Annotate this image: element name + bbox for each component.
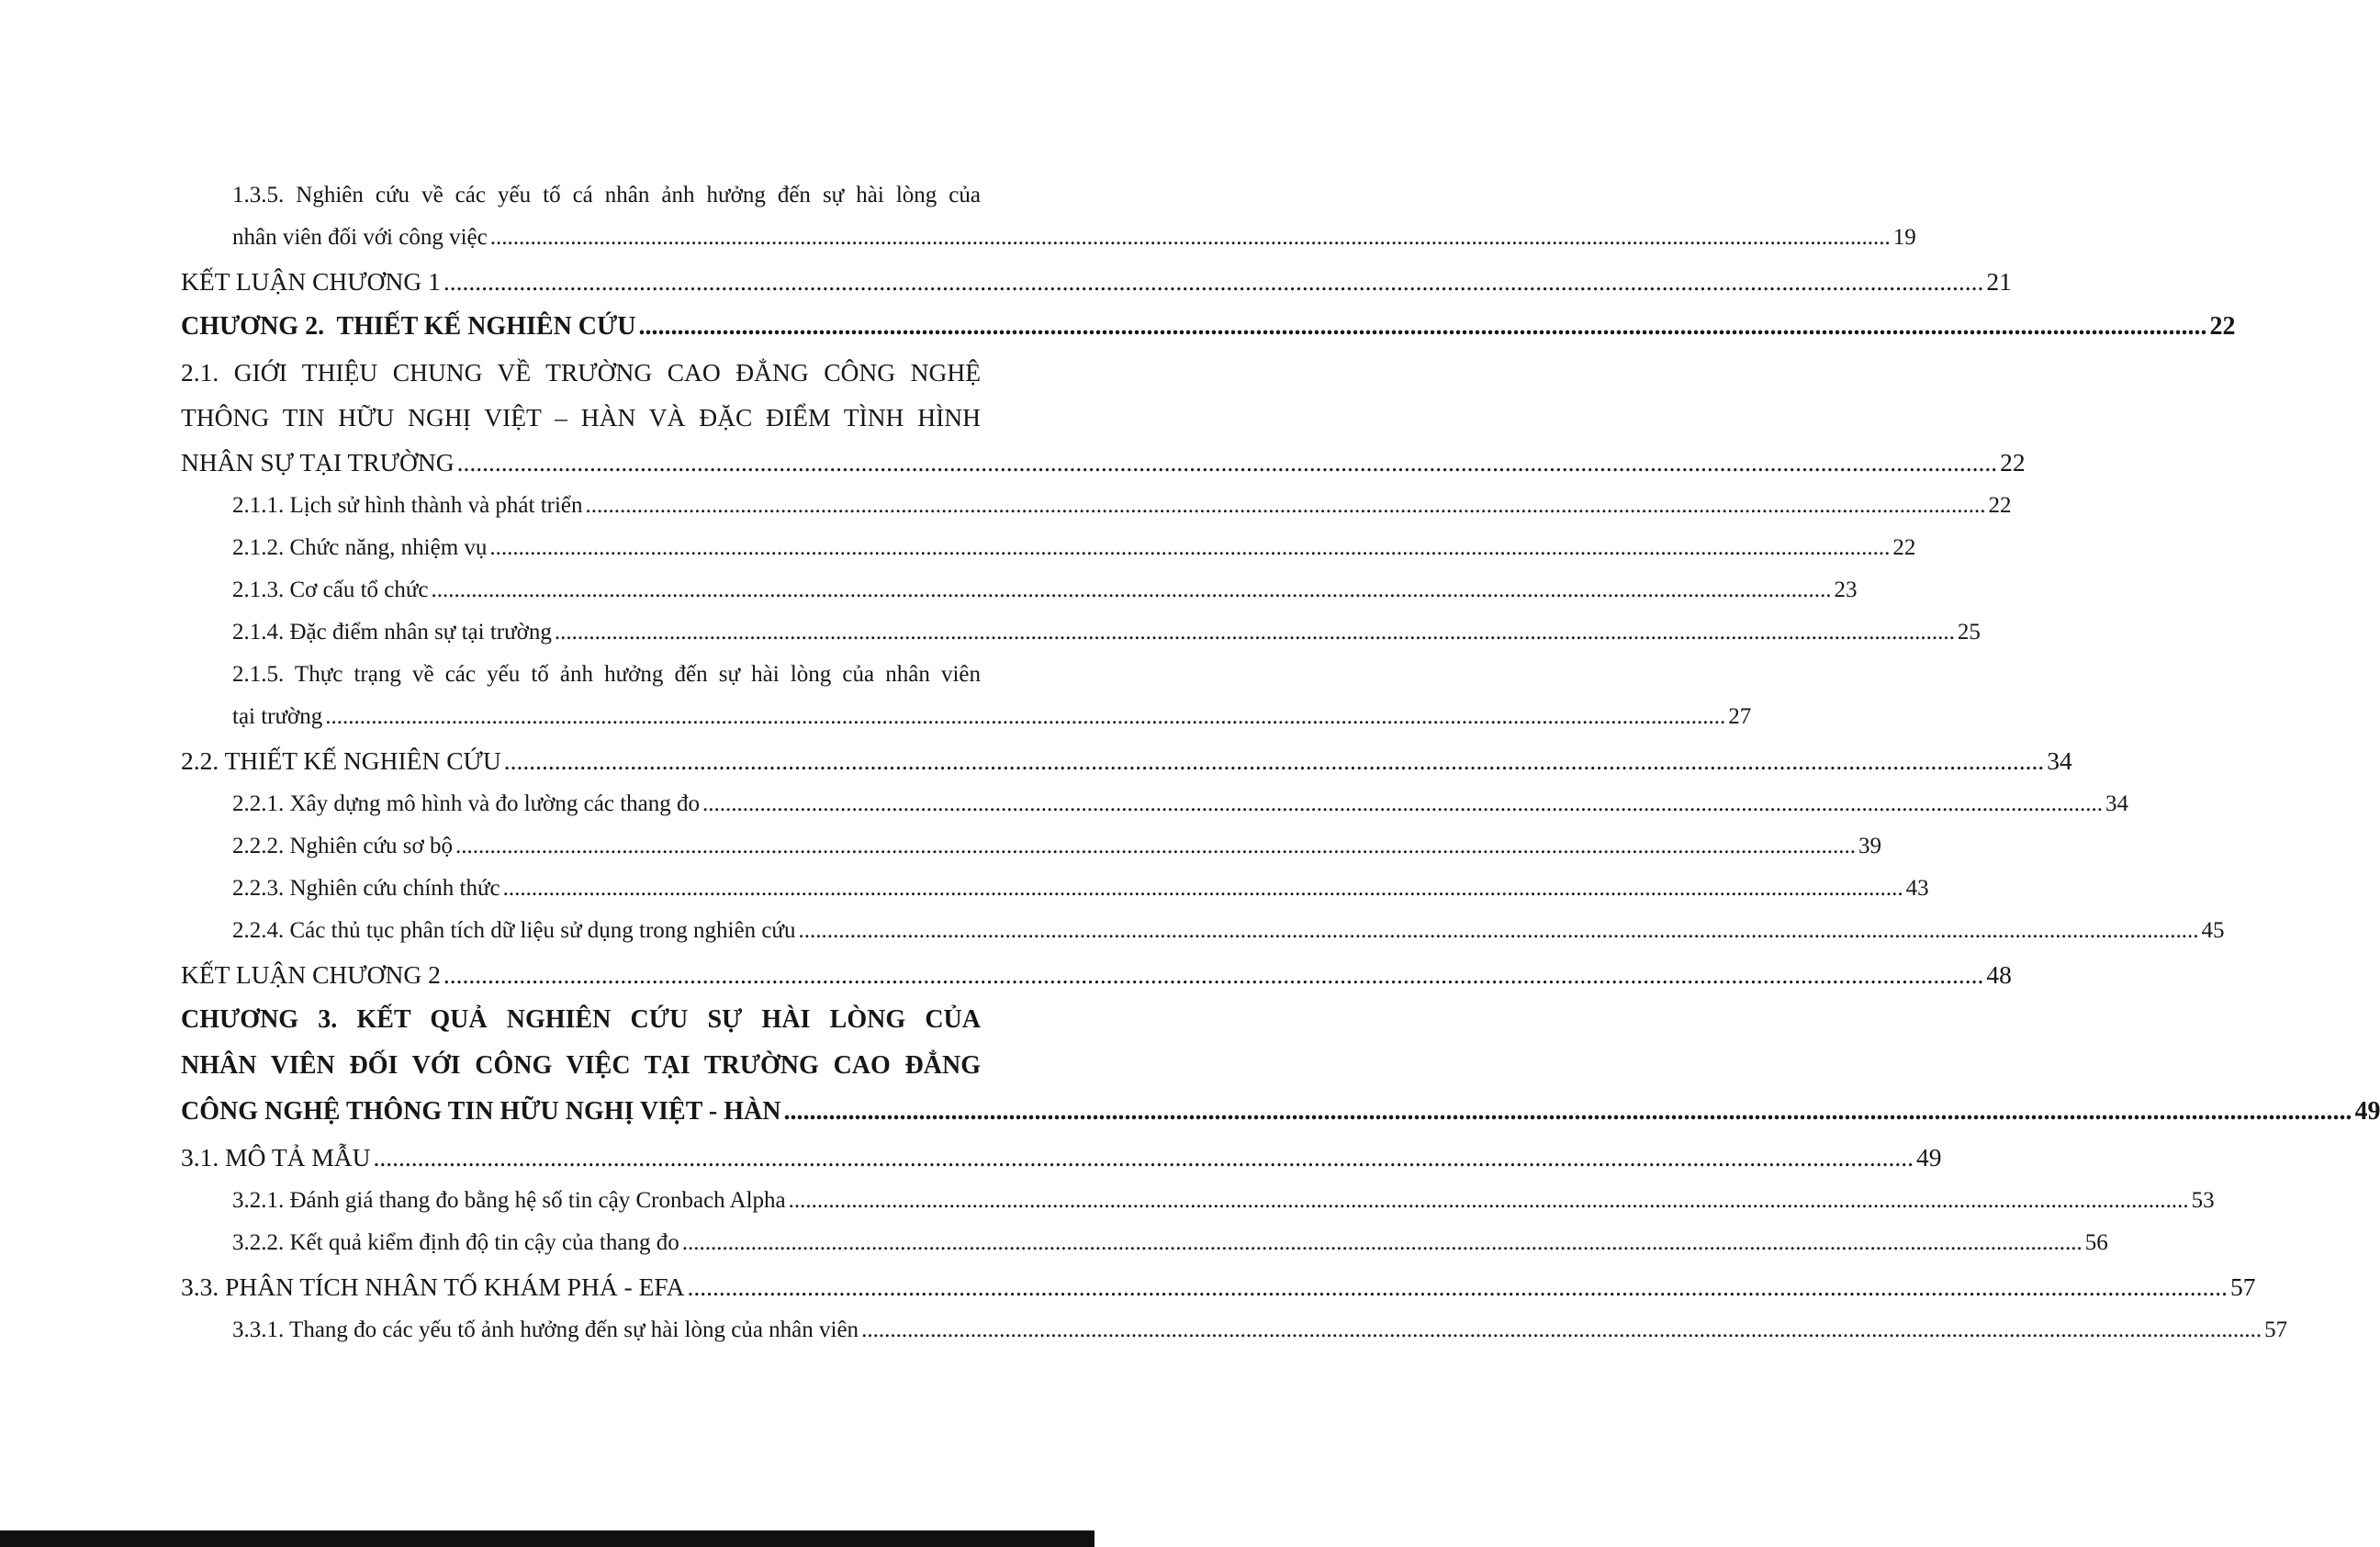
page-bottom-edge	[0, 1530, 1095, 1547]
dot-leader	[503, 868, 1903, 910]
toc-page-number: 22	[1988, 493, 2012, 518]
table-of-contents	[181, 174, 2380, 1351]
toc-entry-2-2-1[interactable]	[181, 783, 2128, 825]
toc-page-number: 49	[1916, 1143, 1942, 1171]
toc-page-number: 21	[1986, 267, 2012, 296]
toc-page-number: 22	[2000, 448, 2026, 476]
toc-page-number: 22	[2209, 312, 2236, 341]
toc-page-number: 25	[1957, 620, 1981, 645]
dot-leader	[789, 1180, 2189, 1222]
toc-entry-title: 2.1.2. Chức năng, nhiệm vụ	[232, 535, 488, 560]
dot-leader	[555, 611, 1955, 654]
toc-entry-title: 3.2.1. Đánh giá thang đo bằng hệ số tin cậy Cronbach Alpha	[232, 1188, 786, 1213]
dot-leader	[702, 783, 2103, 825]
toc-page-number: 49	[2354, 1097, 2380, 1126]
toc-entry-line: NHÂN VIÊN ĐỐI VỚI CÔNG VIỆC TẠI TRƯỜNG CAO ĐẲNG	[181, 1051, 981, 1080]
toc-entry-2-2-4[interactable]	[181, 910, 2225, 952]
toc-entry-title: KẾT LUẬN CHƯƠNG 1	[181, 267, 441, 296]
toc-page-number: 43	[1905, 876, 1929, 901]
toc-page-number: 57	[2264, 1317, 2288, 1342]
toc-entry-line: CÔNG NGHỆ THÔNG TIN HỮU NGHỊ VIỆT - HÀN	[181, 1097, 781, 1126]
toc-page-number: 19	[1892, 225, 1916, 250]
toc-entry-line: THÔNG TIN HỮU NGHỊ VIỆT – HÀN VÀ ĐẶC ĐIỂM TÌNH HÌNH	[181, 403, 981, 432]
dot-leader	[325, 696, 1725, 738]
dot-leader	[682, 1222, 2082, 1264]
dot-leader	[639, 304, 2207, 350]
toc-entry-title: 2.2.1. Xây dựng mô hình và đo lường các thang đo	[232, 791, 700, 816]
toc-entry-title: 2.1.4. Đặc điểm nhân sự tại trường	[232, 620, 552, 645]
toc-entry-2-1-3[interactable]	[181, 569, 1858, 611]
toc-entry-2-1[interactable]	[181, 350, 2026, 485]
dot-leader	[798, 910, 2198, 952]
dot-leader	[489, 527, 1890, 569]
toc-entry-title: 3.1. MÔ TẢ MẪU	[181, 1143, 371, 1171]
toc-entry-2-1-4[interactable]	[181, 611, 1981, 654]
toc-entry-line: CHƯƠNG 3. KẾT QUẢ NGHIÊN CỨU SỰ HÀI LÒNG CỦA	[181, 1005, 981, 1034]
dot-leader	[443, 952, 1984, 997]
toc-entry-2-2-3[interactable]	[181, 868, 1929, 910]
toc-entry-3-3[interactable]	[181, 1264, 2256, 1309]
toc-page-number: 27	[1728, 704, 1752, 729]
toc-entry-title: 3.3.1. Thang đo các yếu tố ảnh hưởng đến sự hài lòng của nhân viên	[232, 1317, 859, 1342]
toc-page-number: 45	[2201, 918, 2225, 943]
dot-leader	[688, 1264, 2228, 1309]
toc-entry-1-3-5[interactable]	[181, 174, 1916, 259]
toc-entry-title: 2.1.3. Cơ cấu tổ chức	[232, 577, 429, 602]
dot-leader	[490, 217, 1891, 259]
dot-leader	[374, 1135, 1914, 1180]
toc-entry-line: 1.3.5. Nghiên cứu về các yếu tố cá nhân ảnh hưởng đến sự hài lòng của	[232, 183, 981, 207]
toc-entry-2-1-5[interactable]	[181, 654, 1752, 738]
toc-entry-title: 2.2.3. Nghiên cứu chính thức	[232, 876, 500, 901]
toc-entry-title: 3.3. PHÂN TÍCH NHÂN TỐ KHÁM PHÁ - EFA	[181, 1272, 685, 1301]
toc-entry-chuong-2[interactable]	[181, 304, 2236, 350]
dot-leader	[861, 1309, 2262, 1351]
toc-entry-2-2-2[interactable]	[181, 825, 1881, 868]
toc-entry-3-2-1[interactable]	[181, 1180, 2215, 1222]
toc-entry-title: CHƯƠNG 2. THIẾT KẾ NGHIÊN CỨU	[181, 312, 636, 341]
toc-page-number: 23	[1834, 577, 1858, 602]
toc-page-number: 56	[2084, 1230, 2108, 1255]
toc-entry-chuong-3[interactable]	[181, 997, 2380, 1135]
toc-entry-title: 2.2.4. Các thủ tục phân tích dữ liệu sử dụng trong nghiên cứu	[232, 918, 796, 943]
toc-entry-title: 2.2.2. Nghiên cứu sơ bộ	[232, 834, 453, 858]
toc-entry-3-2-2[interactable]	[181, 1222, 2108, 1264]
toc-page-number: 48	[1986, 960, 2012, 989]
dot-leader	[504, 738, 2045, 783]
toc-entry-line: NHÂN SỰ TẠI TRƯỜNG	[181, 448, 455, 476]
toc-entry-3-1[interactable]	[181, 1135, 1942, 1180]
toc-entry-ket-luan-2[interactable]	[181, 952, 2012, 997]
dot-leader	[783, 1089, 2352, 1135]
toc-entry-title: 3.2.2. Kết quả kiểm định độ tin cậy của thang đo	[232, 1230, 679, 1255]
dot-leader	[455, 825, 1856, 868]
toc-entry-title: 2.2. THIẾT KẾ NGHIÊN CỨU	[181, 746, 501, 775]
toc-page-number: 34	[2047, 746, 2072, 775]
dot-leader	[443, 259, 1984, 304]
dot-leader	[457, 440, 1998, 485]
toc-entry-title: 2.1.1. Lịch sử hình thành và phát triển	[232, 493, 583, 518]
dot-leader	[586, 485, 1986, 527]
toc-entry-2-2[interactable]	[181, 738, 2072, 783]
toc-page-number: 57	[2230, 1272, 2256, 1301]
toc-entry-ket-luan-1[interactable]	[181, 259, 2012, 304]
toc-entry-line: nhân viên đối với công việc	[232, 225, 488, 250]
toc-page-number: 53	[2191, 1188, 2215, 1213]
toc-entry-3-3-1[interactable]	[181, 1309, 2288, 1351]
dot-leader	[432, 569, 1832, 611]
toc-page-number: 22	[1892, 535, 1916, 560]
toc-entry-line: tại trường	[232, 704, 323, 729]
toc-entry-line: 2.1. GIỚI THIỆU CHUNG VỀ TRƯỜNG CAO ĐẲNG CÔNG NGHỆ	[181, 358, 981, 387]
toc-entry-2-1-2[interactable]	[181, 527, 1916, 569]
toc-entry-line: 2.1.5. Thực trạng về các yếu tố ảnh hưởng đến sự hài lòng của nhân viên	[232, 662, 981, 687]
toc-entry-title: KẾT LUẬN CHƯƠNG 2	[181, 960, 441, 989]
toc-page-number: 39	[1858, 834, 1881, 858]
toc-entry-2-1-1[interactable]	[181, 485, 2012, 527]
toc-page-number: 34	[2105, 791, 2128, 816]
